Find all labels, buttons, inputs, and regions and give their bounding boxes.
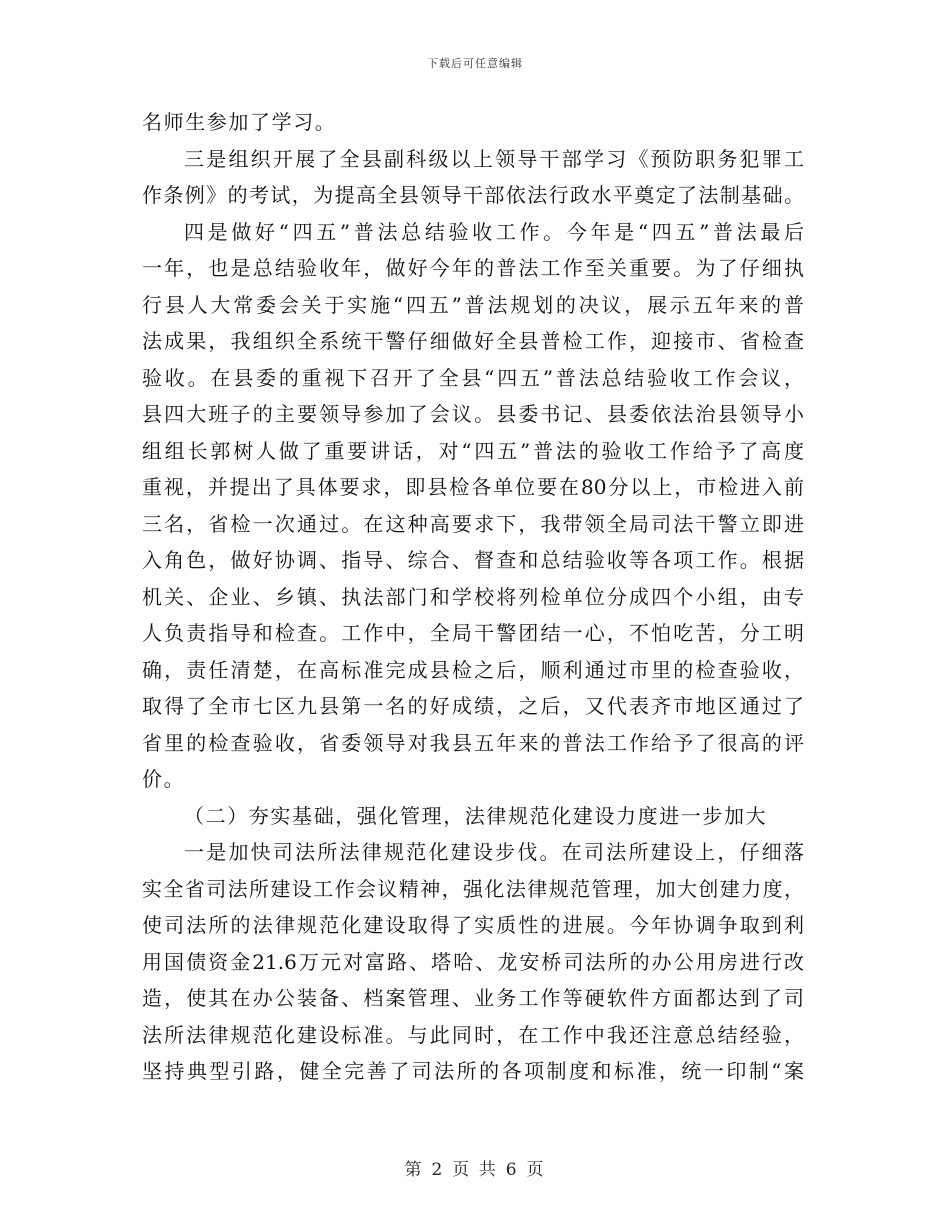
text-line: 取得了全市七区九县第一名的好成绩，之后，又代表齐市地区通过了 <box>142 694 804 718</box>
footer-prefix: 第 <box>404 1160 424 1180</box>
text-line: 确，责任清楚，在高标准完成县检之后，顺利通过市里的检查验收， <box>142 657 804 682</box>
text-line: 名师生参加了学习。 <box>142 110 337 134</box>
text-line: 实全省司法所建设工作会议精神，强化法律规范管理，加大创建力度， <box>142 876 804 901</box>
text-line: 一是加快司法所法律规范化建设步伐。在司法所建设上，仔细落 <box>184 840 804 864</box>
footer-middle: 页 共 <box>452 1160 498 1180</box>
text-line: 行县人大常委会关于实施“四五”普法规划的决议，展示五年来的普 <box>142 292 804 317</box>
text-line: （二）夯实基础，强化管理，法律规范化建设力度进一步加大 <box>184 803 768 828</box>
text-line: 重视，并提出了具体要求，即县检各单位要在80分以上，市检进入前 <box>142 475 804 499</box>
document-body <box>142 104 804 1090</box>
text-line: 使司法所的法律规范化建设取得了实质性的进展。今年协调争取到利 <box>142 913 804 937</box>
text-line: 一年，也是总结验收年，做好今年的普法工作至关重要。为了仔细执 <box>142 256 804 280</box>
text-line: 四是做好“四五”普法总结验收工作。今年是“四五”普法最后 <box>184 219 804 244</box>
text-line: 验收。在县委的重视下召开了全县“四五”普法总结验收工作会议， <box>142 365 804 390</box>
text-line: 造，使其在办公装备、档案管理、业务工作等硬软件方面都达到了司 <box>142 986 804 1010</box>
footer-suffix: 页 <box>526 1160 546 1180</box>
page-header: 下载后可任意编辑 <box>427 57 523 70</box>
text-line: 法成果，我组织全系统干警仔细做好全县普检工作，迎接市、省检查 <box>142 329 804 353</box>
text-line: 机关、企业、乡镇、执法部门和学校将列检单位分成四个小组，由专 <box>142 584 804 609</box>
footer-total-pages: 6 <box>505 1160 519 1180</box>
text-line: 法所法律规范化建设标准。与此同时，在工作中我还注意总结经验， <box>142 1022 804 1047</box>
text-line: 三名，省检一次通过。在这种高要求下，我带领全局司法干警立即进 <box>142 511 804 536</box>
text-line: 坚持典型引路，健全完善了司法所的各项制度和标准，统一印制“案 <box>142 1059 804 1083</box>
footer-page-number: 2 <box>431 1160 445 1180</box>
text-line: 组组长郭树人做了重要讲话，对“四五”普法的验收工作给予了高度 <box>142 438 804 463</box>
text-line: 县四大班子的主要领导参加了会议。县委书记、县委依法治县领导小 <box>142 402 804 426</box>
page-footer <box>0 1155 950 1180</box>
text-line: 价。 <box>142 767 186 791</box>
text-line: 三是组织开展了全县副科级以上领导干部学习《预防职务犯罪工 <box>184 146 804 171</box>
text-line: 作条例》的考试，为提高全县领导干部依法行政水平奠定了法制基础。 <box>142 183 804 207</box>
text-line: 入角色，做好协调、指导、综合、督查和总结验收等各项工作。根据 <box>142 548 804 572</box>
text-line: 省里的检查验收，省委领导对我县五年来的普法工作给予了很高的评 <box>142 730 804 755</box>
text-line: 用国债资金21.6万元对富路、塔哈、龙安桥司法所的办公用房进行改 <box>142 949 804 974</box>
text-line: 人负责指导和检查。工作中，全局干警团结一心，不怕吃苦，分工明 <box>142 621 804 645</box>
